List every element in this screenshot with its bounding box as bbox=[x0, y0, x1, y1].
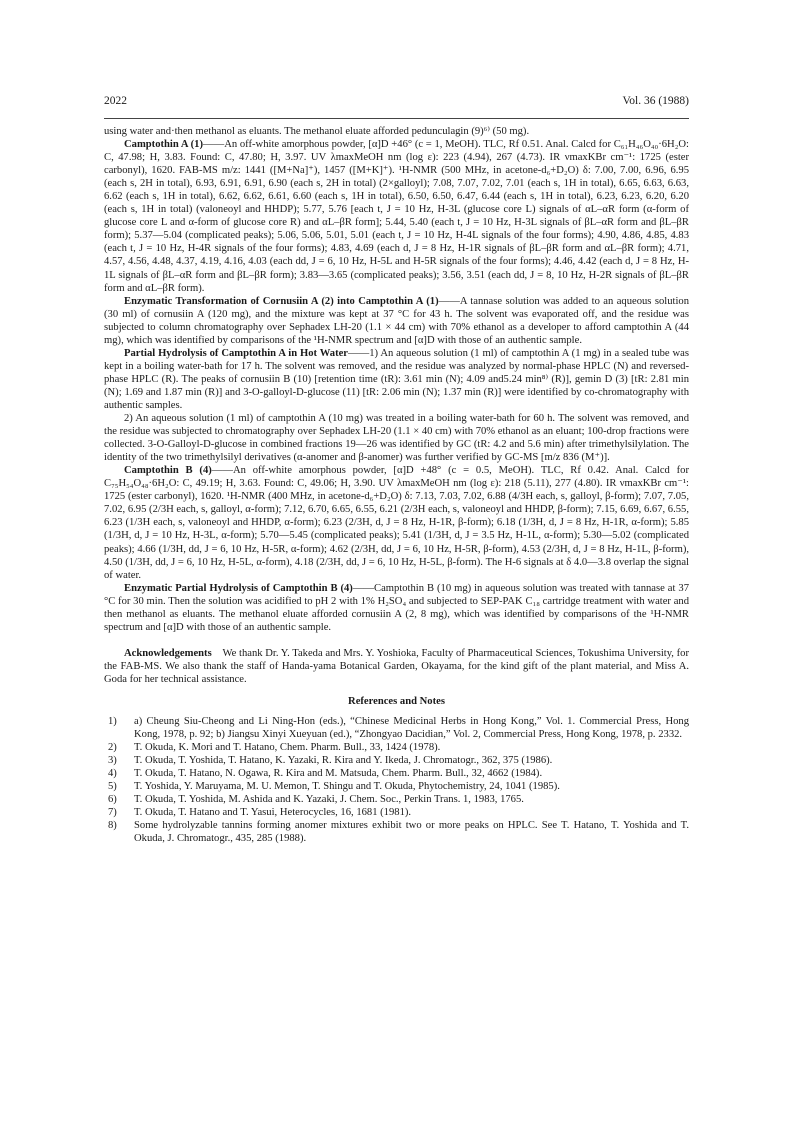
running-header bbox=[104, 95, 689, 111]
page-number: 2022 bbox=[104, 95, 127, 107]
reference-item: 4) T. Okuda, T. Hatano, N. Ogawa, R. Kira and M. Matsuda, Chem. Pharm. Bull., 32, 4662 (1984). bbox=[108, 768, 543, 780]
header-rule bbox=[104, 118, 689, 119]
paragraph-heading: Camptothin A (1) bbox=[124, 139, 204, 151]
acknowledgements: Acknowledgements We thank Dr. Y. Takeda and Mrs. Y. Yoshioka, Faculty of Pharmaceutical Sciences, Tokushima University, for the FAB-MS. We also thank the staff of Handa-yama Botanical Garden, Okayama, for the kind gift of the plant material, and Miss A. Goda for her technical assistance. bbox=[104, 647, 690, 685]
paragraph-camptothin-b: Camptothin B (4)——An off-white amorphous powder, [α]D +48° (c = 0.5, MeOH). TLC, Rf 0.42. Anal. Calcd for C₇₅H₅₄O₄₈·6H₂O: C, 49.19; H, 3.63. Found: C, 49.06; H, 3.90. UV λmaxMeOH nm (log ε): 218 (5.11), 277 (4.80). IR νmaxKBr cm⁻¹: 1725 (ester carbonyl), 1620. ¹H-NMR (400 MHz, in acetone-d₆+D₂O) δ: 7.13, 7.03, 7.02, 6.88 (4/3H each, s, galloyl, β-form); 7.07, 7.05, 7.02, 6.95 (2/3H each, s, galloyl, α-form); 7.12, 6.70, 6.65, 6.55, 6.21 (2/3H each, s, valoneoyl and HHDP, β-form); 7.15, 6.69, 6.67, 6.55, 6.23 (1/3H each, s, valoneoyl and HHDP, α-form); 6.23 (2/3H, d, J = 8 Hz, H-1R, β-form); 6.18 (1/3H, d, J = 8 Hz, H-1R, α-form); 5.85 (1/3H, d, J = 10 Hz, H-3L, α-form); 5.70—5.45 (complicated peaks); 5.41 (1/3H, d, J = 3.5 Hz, H-1L, α-form); 5.30—5.02 (complicated peaks); 4.66 (1/3H, dd, J = 6, 10 Hz, H-5R, α-form); 4.62 (2/3H, dd, J = 6, 10 Hz, H-5R, β-form), 4.53 (2/3H, d, J = 8 Hz, H-1L, β-form), 4.50 (1/3H, dd, J = 6, 10 Hz, H-5L, α-form), 4.18 (2/3H, dd, J = 6, 10 Hz, H-5L, β-form). The H-6 signals at δ 4.0—3.8 overlap the signal of water. bbox=[104, 465, 689, 581]
paragraph-heading: Enzymatic Partial Hydrolysis of Camptothin B (4) bbox=[124, 582, 353, 594]
paragraph-heading: Enzymatic Transformation of Cornusiin A (2) into Camptothin A (1) bbox=[124, 295, 439, 307]
paragraph-heading: Partial Hydrolysis of Camptothin A in Hot Water bbox=[124, 347, 349, 359]
reference-item: 3) T. Okuda, T. Yoshida, T. Hatano, K. Yazaki, R. Kira and Y. Ikeda, J. Chromatogr., 362, 375 (1986). bbox=[108, 755, 553, 767]
references-heading: References and Notes bbox=[348, 695, 445, 707]
paragraph-enzymatic-transformation: Enzymatic Transformation of Cornusiin A (2) into Camptothin A (1)——A tannase solution was added to an aqueous solution (30 ml) of cornusiin A (120 mg), and the mixture was kept at 37 °C for 43 h. The solvent was evaporated off, and the residue was subjected to column chromatography over Sephadex LH-20 (1.1 × 44 cm) with 70% ethanol as a developer to afford camptothin A (44 mg), which was identified by comparisons of the ¹H-NMR spectrum and [α]D with those of an authentic sample. bbox=[104, 295, 689, 346]
reference-item: 8) Some hydrolyzable tannins forming anomer mixtures exhibit two or more peaks on HPLC. See T. Hatano, T. Yoshida and T. Okuda, J. Chromatogr., 435, 285 (1988). bbox=[108, 820, 689, 845]
reference-item: 1) a) Cheung Siu-Cheong and Li Ning-Hon (eds.), “Chinese Medicinal Herbs in Hong Kong,” Vol. 1. Commercial Press, Hong Kong, 1978, p. 92; b) Jiangsu Xinyi Xueyuan (ed.), “Zhongyao Dacidian,” Vol. 2, Commercial Press, Hong Kong, 1978, p. 2332. bbox=[108, 716, 689, 741]
volume-label: Vol. 36 (1988) bbox=[622, 95, 689, 107]
paragraph-camptothin-a: Camptothin A (1)——An off-white amorphous powder, [α]D +46° (c = 1, MeOH). TLC, Rf 0.51. Anal. Calcd for C₆₁H₄₆O₄₀·6H₂O: C, 47.98; H, 3.83. Found: C, 47.80; H, 3.97. UV λmaxMeOH nm (log ε): 223 (4.94), 267 (4.73). IR νmaxKBr cm⁻¹: 1725 (ester carbonyl), 1620. FAB-MS m/z: 1441 ([M+Na]⁺), 1457 ([M+K]⁺). ¹H-NMR (500 MHz, in acetone-d₆+D₂O) δ: 7.00, 7.00, 6.96, 6.95 (each s, 2H in total), 6.93, 6.91, 6.91, 6.90 (each s, 2H in total) (2×galloyl); 7.08, 7.07, 7.02, 7.01 (each s, 1H in total), 6.65, 6.63, 6.63, 6.62 (each s, 1H in total), 6.62, 6.62, 6.61, 6.60 (each s, 1H in total), 6.50, 6.50, 6.47, 6.44 (each s, 1H in total), 6.23, 6.23, 6.20, 6.20 (each s, 1H in total) (valoneoyl and HHDP); 5.77, 5.76 [each t, J = 10 Hz, H-3L (glucose core L) signals of αL–αR form (α-form of glucose core L and α-form of glucose core R) and αL–βR form]; 5.44, 5.40 (each t, J = 10 Hz, H-3L signals of βL–αR form and βL–βR form); 5.37—5.04 (complicated peaks); 5.06, 5.06, 5.01, 5.01 (each t, J = 10 Hz, H-4L signals of the four forms); 4.90, 4.86, 4.85, 4.83 (each t, J = 10 Hz, H-4R signals of the four forms); 4.83, 4.69 (each d, J = 8 Hz, H-1R signals of βL–βR form and αL–βR form); 4.71, 4.57, 4.56, 4.48, 4.37, 4.19, 4.16, 4.03 (each dd, J = 6, 10 Hz, H-5L and H-5R signals of the four forms); 4.46, 4.42 (each d, J = 8 Hz, H-1L signals of βL–αR form and βL–βR form); 3.83—3.65 (complicated peaks); 3.56, 3.51 (each dd, J = 8, 10 Hz, H-2R signals of βL–βR form and αL–βR form). bbox=[104, 139, 689, 294]
paragraph-hydrolysis-2: 2) An aqueous solution (1 ml) of camptothin A (10 mg) was treated in a boiling water-bath for 60 h. The solvent was removed, and the residue was subjected to chromatography over Sephadex LH-20 (1.1 × 40 cm) with 70% ethanol as an eluant; 100-drop fractions were collected. 3-O-Galloyl-D-glucose in combined fractions 19—26 was identified by GC (tR: 4.2 and 5.6 min) after trimethylsilylation. The identity of the two trimethylsilyl derivatives (α-anomer and β-anomer) was further verified by GC-MS [m/z 836 (M⁺)]. bbox=[104, 413, 689, 464]
paragraph-enzymatic-partial-hydrolysis: Enzymatic Partial Hydrolysis of Camptothin B (4)——Camptothin B (10 mg) in aqueous solution was treated with tannase at 37 °C for 30 min. Then the solution was acidified to pH 2 with 1% H₂SO₄ and subjected to SEP-PAK C₁₈ cartridge treatment with water and then methanol as eluants. The methanol eluate afforded cornusiin A (2, 8 mg), which was identified by comparisons of the ¹H-NMR spectrum and [α]D with those of an authentic sample. bbox=[104, 582, 689, 633]
reference-item: 5) T. Yoshida, Y. Maruyama, M. U. Memon, T. Shingu and T. Okuda, Phytochemistry, 24, 1041 (1985). bbox=[108, 781, 560, 793]
reference-item: 6) T. Okuda, T. Yoshida, M. Ashida and K. Yazaki, J. Chem. Soc., Perkin Trans. 1, 1983, 1765. bbox=[108, 794, 524, 806]
reference-list bbox=[104, 715, 689, 845]
acknowledgements-heading: Acknowledgements bbox=[124, 647, 212, 659]
reference-item: 2) T. Okuda, K. Mori and T. Hatano, Chem. Pharm. Bull., 33, 1424 (1978). bbox=[108, 742, 441, 754]
paragraph-heading: Camptothin B (4) bbox=[124, 465, 212, 477]
paragraph-partial-hydrolysis: Partial Hydrolysis of Camptothin A in Hot Water——1) An aqueous solution (1 ml) of camptothin A (1 mg) in a sealed tube was kept in a boiling water-bath for 17 h. The solvent was removed, and the residue was analyzed by normal-phase HPLC (N) and reversed-phase HPLC (R). The peaks of cornusiin B (10) [retention time (tR): 3.61 min (N); 4.09 and5.24 min⁸⁾ (R)], gemin D (3) [tR: 2.81 min (N); 1.69 and 1.87 min (R)] and 3-O-galloyl-D-glucose (11) [tR: 2.06 min (N); 1.37 min (R)] were identified by co-chromatography with authentic samples. bbox=[104, 347, 689, 411]
paragraph-continuation: using water and·then methanol as eluants. The methanol eluate afforded pedunculagin (9)⁶⁾ (50 mg). bbox=[104, 126, 530, 137]
reference-item: 7) T. Okuda, T. Hatano and T. Yasui, Heterocycles, 16, 1681 (1981). bbox=[108, 807, 412, 819]
article-body bbox=[104, 125, 689, 845]
